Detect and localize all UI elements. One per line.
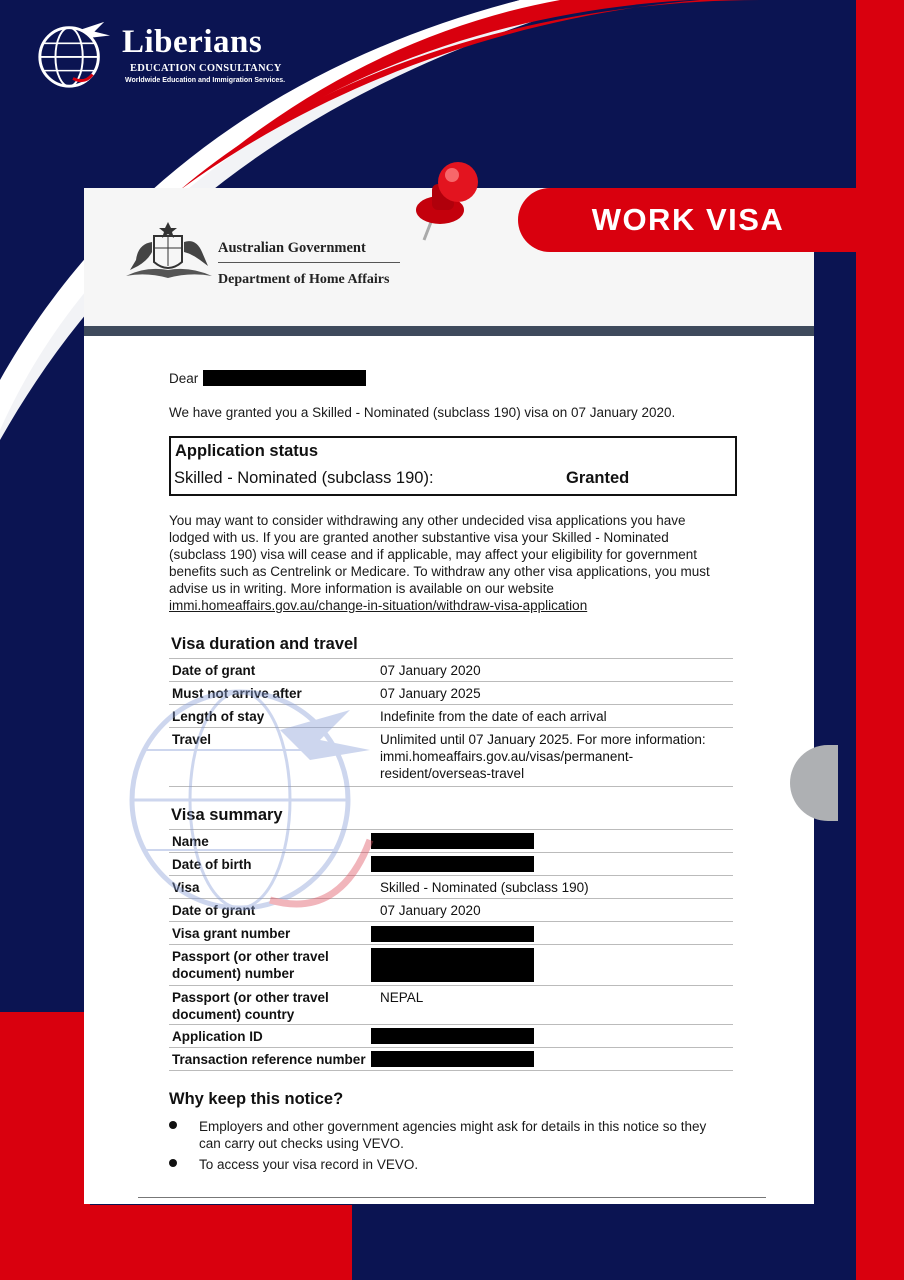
- brand-name: Liberians: [122, 24, 263, 60]
- row-value: Skilled - Nominated (subclass 190): [380, 880, 589, 895]
- row-key: Visa: [172, 880, 200, 895]
- redacted-value: [371, 948, 534, 982]
- grant-sentence: We have granted you a Skilled - Nominated (subclass 190) visa on 07 January 2020.: [169, 405, 676, 420]
- status-heading: Application status: [175, 442, 319, 460]
- globe-icon: [34, 16, 112, 94]
- redacted-value: [371, 833, 534, 849]
- redacted-name: [203, 370, 366, 386]
- redacted-value: [371, 1051, 534, 1067]
- withdraw-paragraph: [169, 512, 729, 614]
- letterhead-department: Department of Home Affairs: [218, 272, 390, 287]
- row-key: Date of grant: [172, 903, 256, 918]
- letterhead-bar: [84, 326, 814, 336]
- banner-label: WORK VISA: [591, 202, 785, 237]
- footer-rule: [138, 1197, 766, 1198]
- bullet-icon: [169, 1159, 177, 1167]
- table-row: [169, 986, 733, 1025]
- withdraw-link[interactable]: immi.homeaffairs.gov.au/change-in-situation/withdraw-visa-application: [169, 598, 588, 613]
- row-value: Indefinite from the date of each arrival: [380, 709, 607, 724]
- row-key: Date of grant: [172, 663, 256, 678]
- row-value: 07 January 2020: [380, 663, 481, 678]
- table-row: [169, 705, 733, 728]
- why-heading: Why keep this notice?: [169, 1090, 344, 1108]
- list-item: Employers and other government agencies might ask for details in this notice so they can carry out checks using VEVO.: [199, 1119, 707, 1151]
- list-item: To access your visa record in VEVO.: [199, 1157, 419, 1172]
- table-row: [169, 830, 733, 853]
- coat-of-arms-icon: [124, 218, 214, 288]
- summary-heading: Visa summary: [171, 806, 283, 824]
- row-key: Transaction reference number: [172, 1052, 366, 1067]
- table-row: [169, 853, 733, 876]
- status-label: Skilled - Nominated (subclass 190):: [174, 469, 434, 487]
- table-row: [169, 659, 733, 682]
- table-row: [169, 922, 733, 945]
- letterhead-government: Australian Government: [218, 240, 366, 256]
- paragraph-text: You may want to consider withdrawing any other undecided visa applications you have lodged with us. If you are granted another substantive visa your Skilled - Nominated (subclass 190) visa will cease and if applicable, may affect your eligibility for government benefits such as Centrelink or Medicare. To withdraw any other visa applications, you must advise us in writing. More information is available on our website: [169, 513, 710, 596]
- row-key: Date of birth: [172, 857, 252, 872]
- redacted-value: [371, 1028, 534, 1044]
- row-key: Travel: [172, 732, 212, 747]
- table-row: [169, 945, 733, 986]
- row-value: 07 January 2025: [380, 686, 481, 701]
- row-key: Passport (or other travel document) country: [172, 990, 329, 1022]
- greeting: Dear: [169, 371, 199, 386]
- pushpin-icon: [410, 160, 490, 242]
- row-value: NEPAL: [380, 990, 424, 1005]
- row-value: Unlimited until 07 January 2025. For more information: immi.homeaffairs.gov.au/visas/permanent-resident/overseas-travel: [380, 732, 706, 781]
- bullet-icon: [169, 1121, 177, 1129]
- duration-heading: Visa duration and travel: [171, 635, 358, 653]
- row-key: Name: [172, 834, 209, 849]
- application-status-box: [169, 436, 737, 496]
- table-row: [169, 1048, 733, 1071]
- row-key: Application ID: [172, 1029, 263, 1044]
- table-row: [169, 728, 733, 787]
- table-row: [169, 899, 733, 922]
- redacted-value: [371, 856, 534, 872]
- table-row: [169, 876, 733, 899]
- brand-tagline: Worldwide Education and Immigration Services.: [125, 77, 286, 84]
- table-row: [169, 1025, 733, 1048]
- row-value: 07 January 2020: [380, 903, 481, 918]
- row-key: Visa grant number: [172, 926, 291, 941]
- row-key: Length of stay: [172, 709, 265, 724]
- work-visa-banner: [518, 188, 858, 252]
- letterhead-divider: [218, 262, 400, 263]
- company-logo: [34, 16, 294, 102]
- redacted-value: [371, 926, 534, 942]
- brand-subtitle: EDUCATION CONSULTANCY: [130, 63, 282, 74]
- row-key: Passport (or other travel document) number: [172, 949, 329, 981]
- status-value: Granted: [566, 469, 630, 487]
- row-key: Must not arrive after: [172, 686, 302, 701]
- table-row: [169, 682, 733, 705]
